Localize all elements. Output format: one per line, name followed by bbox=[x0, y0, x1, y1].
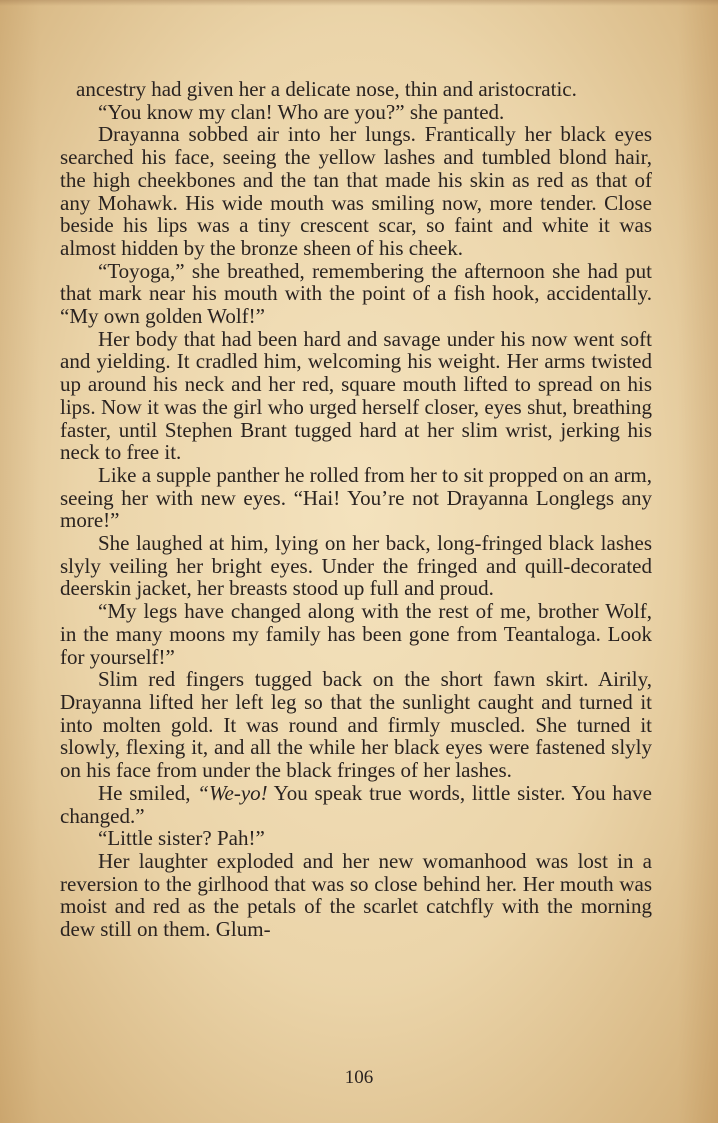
paragraph: “Little sister? Pah!” bbox=[98, 826, 265, 851]
paragraph: “You know my clan! Who are you?” she panted. bbox=[98, 99, 505, 124]
paragraph: Her laughter exploded and her new womanhood was lost in a reversion to the girlhood that was so close behind her. Her mouth was moist and red as the petals of the scarlet catchfly with the morning dew still on them. Glum- bbox=[60, 848, 652, 942]
paragraph: Drayanna sobbed air into her lungs. Frantically her black eyes searched his face, seeing the yellow lashes and tumbled blond hair, the high cheekbones and the tan that made his skin as red as that of any Mohawk. His wide mouth was smiling now, more tender. Close beside his lips was a tiny crescent scar, so faint and white it was almost hidden by the bronze sheen of his cheek. bbox=[60, 122, 652, 260]
paragraph: Her body that had been hard and savage under his now went soft and yielding. It cradled him, welcoming his weight. Her arms twisted up around his neck and her red, square mouth lifted to spread on his lips. Now it was the girl who urged herself closer, eyes shut, breathing faster, until Stephen Brant tugged hard at her slim wrist, jerking his neck to free it. bbox=[60, 326, 652, 465]
paragraph: Like a supple panther he rolled from her to sit propped on an arm, seeing her with new eyes. “Hai! You’re not Drayanna Longlegs any more!” bbox=[60, 462, 652, 533]
page-number: 106 bbox=[344, 1067, 374, 1088]
paragraph: “My legs have changed along with the rest of me, brother Wolf, in the many moons my family has been gone from Teantaloga. Look for yourself!” bbox=[60, 599, 652, 669]
paragraph-text: You speak true words, little sister. You have changed.” bbox=[60, 780, 652, 828]
body-text bbox=[60, 78, 652, 941]
paragraph: ancestry had given her a delicate nose, thin and aristocratic. bbox=[76, 77, 577, 101]
paragraph-text: He smiled, bbox=[98, 780, 198, 805]
page-edge-shadow bbox=[0, 0, 718, 6]
paragraph: She laughed at him, lying on her back, long-fringed black lashes slyly veiling her bright eyes. Under the fringed and quill-decorated deerskin jacket, her breasts stood up full and proud. bbox=[60, 531, 652, 601]
italic-phrase: “We-yo! bbox=[197, 780, 268, 805]
paragraph: “Toyoga,” she breathed, remembering the afternoon she had put that mark near his mouth with the point of a fish hook, accidentally. “My own golden Wolf!” bbox=[60, 258, 652, 329]
paragraph: Slim red fingers tugged back on the short fawn skirt. Airily, Drayanna lifted her left leg so that the sunlight caught and turned it into molten gold. It was round and firmly muscled. She turned it slowly, flexing it, and all the while her black eyes were fastened slyly on his face from under the black fringes of her lashes. bbox=[60, 667, 652, 783]
paragraph bbox=[60, 782, 652, 827]
